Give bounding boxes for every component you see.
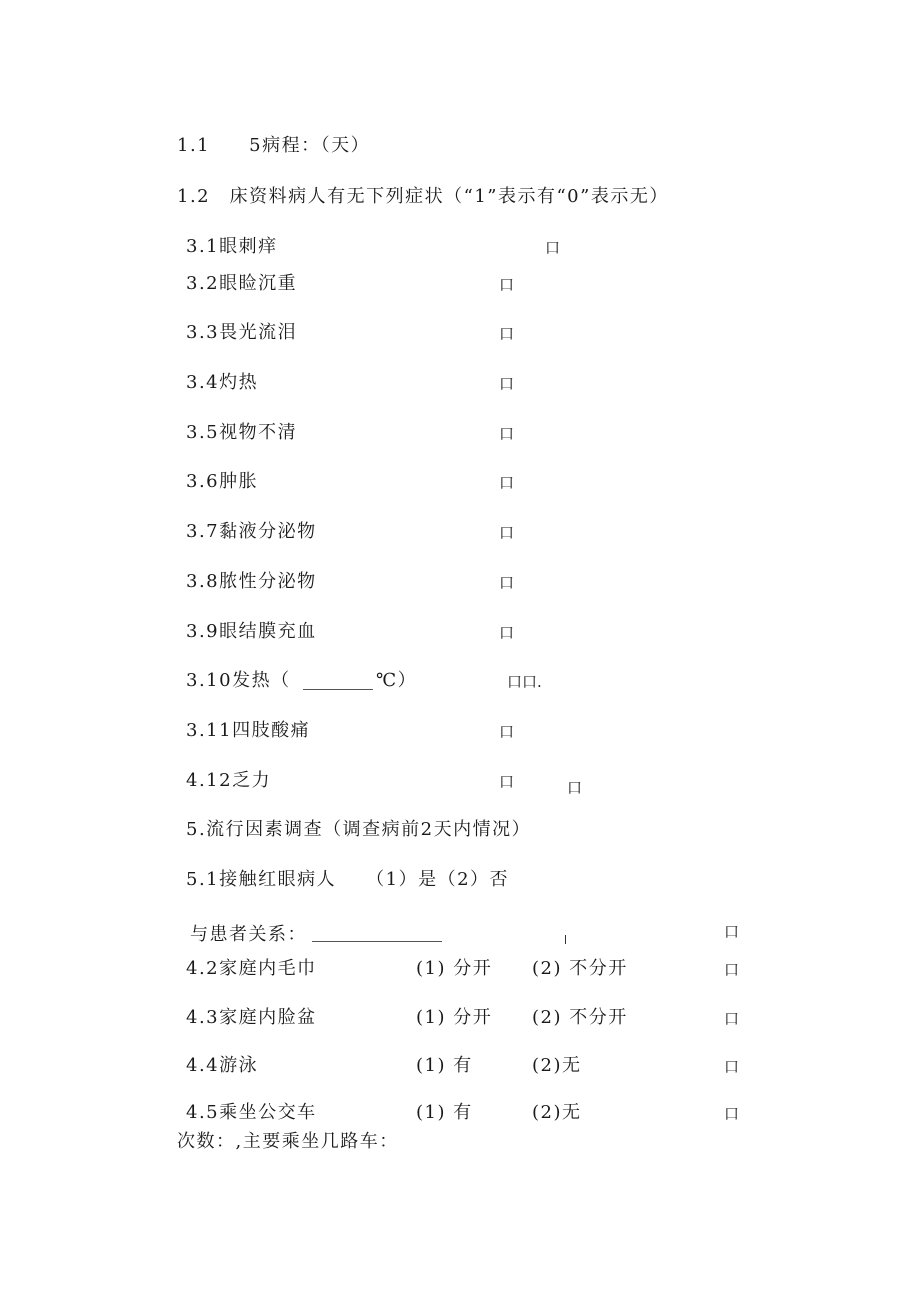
relation-label: 与患者关系： xyxy=(190,924,307,945)
checkbox[interactable]: 口 xyxy=(567,779,583,797)
temperature-blank[interactable] xyxy=(303,689,373,690)
temperature-unit: ℃） xyxy=(376,670,418,691)
symptom-label: 3.8脓性分泌物 xyxy=(186,571,317,592)
checkbox[interactable]: 口 xyxy=(724,1010,740,1028)
symptom-label: 3.10发热（ xyxy=(186,670,291,691)
checkbox[interactable]: 口 xyxy=(545,239,561,257)
option-2[interactable]: (2)无 xyxy=(532,1055,582,1076)
checkbox[interactable]: 口 xyxy=(499,425,515,443)
checkbox[interactable]: 口 xyxy=(499,474,515,492)
factor-label: 4.2家庭内毛巾 xyxy=(186,958,317,979)
checkbox[interactable]: 口 xyxy=(724,923,740,941)
option-1[interactable]: (1) 分开 xyxy=(416,1007,493,1028)
checkbox[interactable]: 口 xyxy=(499,723,515,741)
section-title: 5.流行因素调查（调查病前2天内情况） xyxy=(186,819,532,840)
symptom-label: 3.7黏液分泌物 xyxy=(186,521,317,542)
symptom-label: 3.11四肢酸痛 xyxy=(186,720,311,741)
factor-label: 4.3家庭内脸盆 xyxy=(186,1007,317,1028)
symptom-label: 3.6肿胀 xyxy=(186,471,259,492)
checkbox[interactable]: 口 xyxy=(724,1058,740,1076)
symptom-label: 3.1眼刺痒 xyxy=(186,236,278,257)
checkbox[interactable]: 口 xyxy=(499,624,515,642)
checkbox[interactable]: 口 xyxy=(499,276,515,294)
symptom-label: 3.5视物不清 xyxy=(186,422,298,443)
option-2[interactable]: (2)无 xyxy=(532,1102,582,1123)
checkbox[interactable]: 口 xyxy=(499,325,515,343)
relation-blank[interactable] xyxy=(312,941,442,942)
symptom-label: 3.9眼结膜充血 xyxy=(186,621,317,642)
option-1[interactable]: (1) 分开 xyxy=(416,958,493,979)
checkbox[interactable]: 口口. xyxy=(507,673,542,691)
checkbox[interactable]: 口 xyxy=(724,1105,740,1123)
bus-usage-line: 次数：,主要乘坐几路车： xyxy=(177,1131,399,1152)
symptom-label: 3.2眼睑沉重 xyxy=(186,273,298,294)
symptom-label: 3.4灼热 xyxy=(186,372,259,393)
option-1[interactable]: (1) 有 xyxy=(416,1055,473,1076)
option-1[interactable]: (1) 有 xyxy=(416,1102,473,1123)
stray-mark xyxy=(565,935,566,944)
symptom-question-line: 1.2 床资料病人有无下列症状（“1”表示有“0”表示无） xyxy=(177,186,669,207)
contact-question: 5.1接触红眼病人 （1）是（2）否 xyxy=(186,869,510,890)
symptom-label: 4.12乏力 xyxy=(186,770,272,791)
checkbox[interactable]: 口 xyxy=(499,773,515,791)
checkbox[interactable]: 口 xyxy=(724,961,740,979)
course-of-disease-line: 1.1 5病程：（天） xyxy=(177,135,371,156)
factor-label: 4.5乘坐公交车 xyxy=(186,1102,317,1123)
checkbox[interactable]: 口 xyxy=(499,524,515,542)
checkbox[interactable]: 口 xyxy=(499,574,515,592)
option-2[interactable]: (2) 不分开 xyxy=(532,958,628,979)
symptom-label: 3.3畏光流泪 xyxy=(186,322,298,343)
factor-label: 4.4游泳 xyxy=(186,1055,259,1076)
checkbox[interactable]: 口 xyxy=(499,375,515,393)
option-2[interactable]: (2) 不分开 xyxy=(532,1007,628,1028)
